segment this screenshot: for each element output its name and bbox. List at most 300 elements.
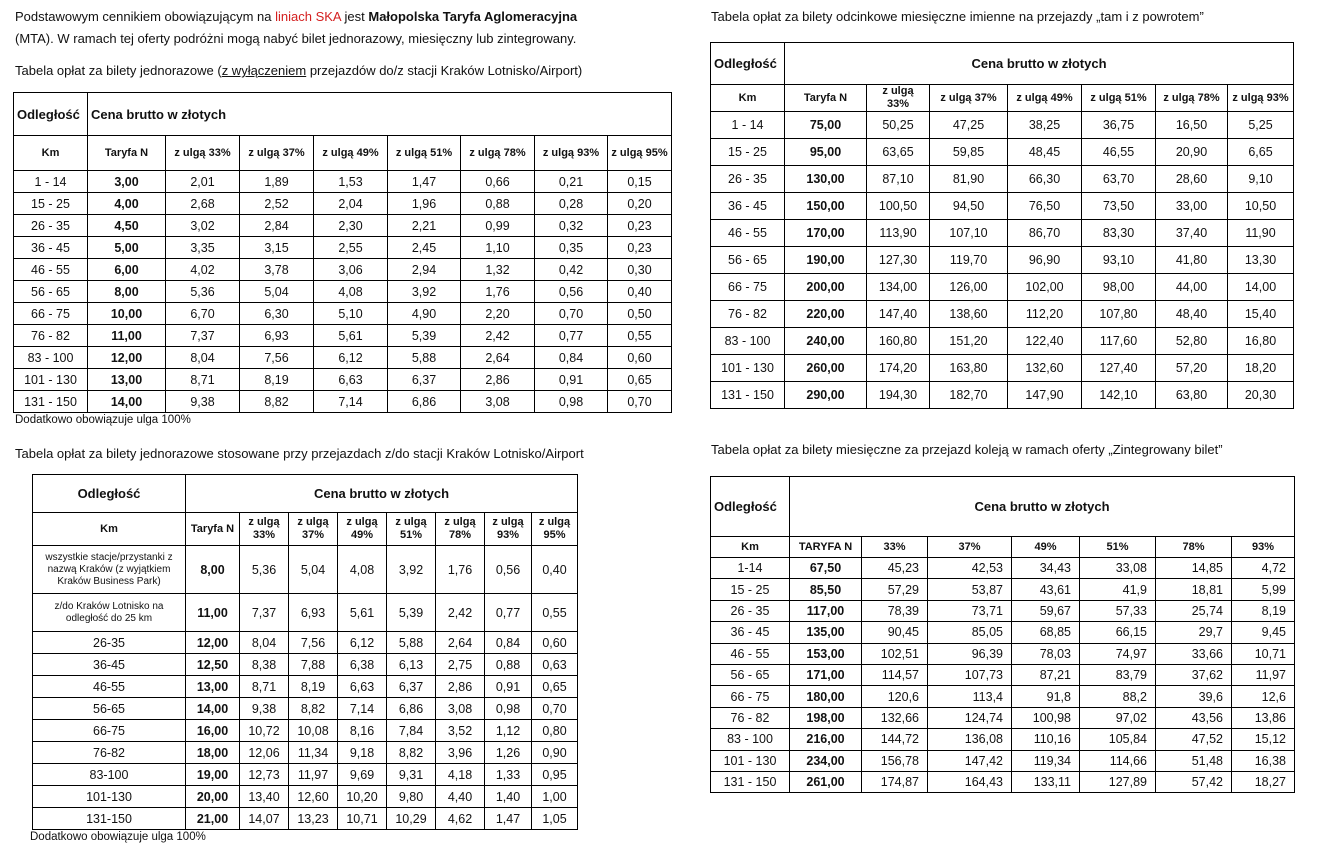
discount-price-cell: 120,6 bbox=[862, 686, 928, 707]
table-row bbox=[14, 259, 672, 281]
discount-price-cell: 2,04 bbox=[314, 193, 388, 215]
discount-price-cell: 39,6 bbox=[1156, 686, 1232, 707]
distance-cell: 46 - 55 bbox=[711, 643, 790, 664]
discount-price-cell: 46,55 bbox=[1082, 139, 1156, 166]
base-price-cell: 10,00 bbox=[88, 303, 166, 325]
discount-price-cell: 1,05 bbox=[532, 808, 578, 830]
table-row bbox=[711, 247, 1294, 274]
column-header: z ulgą 78% bbox=[1156, 85, 1228, 112]
discount-price-cell: 41,80 bbox=[1156, 247, 1228, 274]
column-header: z ulgą 51% bbox=[387, 513, 436, 546]
discount-price-cell: 97,02 bbox=[1080, 707, 1156, 728]
table-row bbox=[711, 193, 1294, 220]
column-header: Km bbox=[711, 85, 785, 112]
discount-price-cell: 163,80 bbox=[930, 355, 1008, 382]
distance-cell: 101 - 130 bbox=[14, 369, 88, 391]
discount-price-cell: 94,50 bbox=[930, 193, 1008, 220]
discount-price-cell: 126,00 bbox=[930, 274, 1008, 301]
header-distance: Odległość bbox=[14, 93, 88, 136]
discount-price-cell: 78,03 bbox=[1012, 643, 1080, 664]
discount-price-cell: 4,40 bbox=[436, 786, 485, 808]
column-header: 51% bbox=[1080, 537, 1156, 558]
discount-price-cell: 7,84 bbox=[387, 720, 436, 742]
base-price-cell: 75,00 bbox=[785, 112, 867, 139]
table-row bbox=[711, 686, 1295, 707]
discount-price-cell: 5,39 bbox=[387, 594, 436, 632]
discount-price-cell: 48,40 bbox=[1156, 301, 1228, 328]
discount-price-cell: 112,20 bbox=[1008, 301, 1082, 328]
column-header-row bbox=[711, 85, 1294, 112]
discount-price-cell: 182,70 bbox=[930, 382, 1008, 409]
discount-price-cell: 0,77 bbox=[535, 325, 608, 347]
column-header: 49% bbox=[1012, 537, 1080, 558]
base-price-cell: 170,00 bbox=[785, 220, 867, 247]
discount-price-cell: 124,74 bbox=[928, 707, 1012, 728]
distance-cell: 76 - 82 bbox=[14, 325, 88, 347]
table-row bbox=[711, 274, 1294, 301]
discount-price-cell: 5,04 bbox=[289, 546, 338, 594]
discount-price-cell: 2,45 bbox=[388, 237, 461, 259]
table3-container bbox=[710, 42, 1294, 409]
discount-price-cell: 142,10 bbox=[1082, 382, 1156, 409]
discount-price-cell: 0,23 bbox=[608, 215, 672, 237]
discount-price-cell: 85,05 bbox=[928, 622, 1012, 643]
discount-price-cell: 0,63 bbox=[532, 654, 578, 676]
discount-price-cell: 25,74 bbox=[1156, 600, 1232, 621]
discount-price-cell: 86,70 bbox=[1008, 220, 1082, 247]
discount-price-cell: 88,2 bbox=[1080, 686, 1156, 707]
distance-cell: 36 - 45 bbox=[711, 622, 790, 643]
base-price-cell: 19,00 bbox=[186, 764, 240, 786]
base-price-cell: 20,00 bbox=[186, 786, 240, 808]
discount-price-cell: 4,62 bbox=[436, 808, 485, 830]
base-price-cell: 190,00 bbox=[785, 247, 867, 274]
discount-price-cell: 73,71 bbox=[928, 600, 1012, 621]
header-distance: Odległość bbox=[33, 475, 186, 513]
discount-price-cell: 107,73 bbox=[928, 664, 1012, 685]
discount-price-cell: 5,88 bbox=[387, 632, 436, 654]
discount-price-cell: 1,00 bbox=[532, 786, 578, 808]
table-row bbox=[711, 600, 1295, 621]
discount-price-cell: 0,30 bbox=[608, 259, 672, 281]
table-row bbox=[711, 382, 1294, 409]
discount-price-cell: 2,55 bbox=[314, 237, 388, 259]
discount-price-cell: 0,77 bbox=[485, 594, 532, 632]
discount-price-cell: 110,16 bbox=[1012, 729, 1080, 750]
base-price-cell: 4,50 bbox=[88, 215, 166, 237]
discount-price-cell: 0,98 bbox=[535, 391, 608, 413]
discount-price-cell: 1,53 bbox=[314, 171, 388, 193]
distance-cell: 76-82 bbox=[33, 742, 186, 764]
discount-price-cell: 83,30 bbox=[1082, 220, 1156, 247]
column-header-row bbox=[711, 537, 1295, 558]
base-price-cell: 171,00 bbox=[790, 664, 862, 685]
table-row bbox=[14, 391, 672, 413]
discount-price-cell: 0,35 bbox=[535, 237, 608, 259]
distance-cell: 26 - 35 bbox=[14, 215, 88, 237]
distance-cell: 76 - 82 bbox=[711, 301, 785, 328]
column-header: z ulgą 51% bbox=[1082, 85, 1156, 112]
discount-price-cell: 0,91 bbox=[485, 676, 532, 698]
column-header: z ulgą 49% bbox=[1008, 85, 1082, 112]
discount-price-cell: 98,00 bbox=[1082, 274, 1156, 301]
discount-price-cell: 0,90 bbox=[532, 742, 578, 764]
distance-cell: 131 - 150 bbox=[711, 771, 790, 792]
discount-price-cell: 6,86 bbox=[387, 698, 436, 720]
discount-note: Dodatkowo obowiązuje ulga 100% bbox=[30, 831, 206, 843]
discount-price-cell: 8,82 bbox=[240, 391, 314, 413]
base-price-cell: 14,00 bbox=[88, 391, 166, 413]
discount-price-cell: 11,90 bbox=[1228, 220, 1294, 247]
discount-price-cell: 0,95 bbox=[532, 764, 578, 786]
header-price: Cena brutto w złotych bbox=[790, 477, 1295, 537]
discount-price-cell: 7,56 bbox=[240, 347, 314, 369]
discount-price-cell: 0,56 bbox=[535, 281, 608, 303]
discount-price-cell: 33,00 bbox=[1156, 193, 1228, 220]
discount-price-cell: 87,10 bbox=[867, 166, 930, 193]
discount-price-cell: 5,36 bbox=[240, 546, 289, 594]
single-ticket-table bbox=[13, 92, 672, 413]
distance-cell: 76 - 82 bbox=[711, 707, 790, 728]
discount-price-cell: 8,38 bbox=[240, 654, 289, 676]
discount-price-cell: 127,30 bbox=[867, 247, 930, 274]
base-price-cell: 16,00 bbox=[186, 720, 240, 742]
distance-cell: 56 - 65 bbox=[14, 281, 88, 303]
discount-price-cell: 11,34 bbox=[289, 742, 338, 764]
discount-price-cell: 7,14 bbox=[314, 391, 388, 413]
discount-price-cell: 2,86 bbox=[436, 676, 485, 698]
discount-price-cell: 73,50 bbox=[1082, 193, 1156, 220]
discount-price-cell: 174,87 bbox=[862, 771, 928, 792]
column-header: z ulgą 33% bbox=[240, 513, 289, 546]
base-price-cell: 5,00 bbox=[88, 237, 166, 259]
base-price-cell: 150,00 bbox=[785, 193, 867, 220]
discount-price-cell: 90,45 bbox=[862, 622, 928, 643]
discount-price-cell: 38,25 bbox=[1008, 112, 1082, 139]
discount-price-cell: 33,08 bbox=[1080, 558, 1156, 579]
distance-cell: 15 - 25 bbox=[711, 139, 785, 166]
header-price: Cena brutto w złotych bbox=[88, 93, 672, 136]
discount-price-cell: 2,68 bbox=[166, 193, 240, 215]
table-row bbox=[711, 112, 1294, 139]
discount-price-cell: 12,06 bbox=[240, 742, 289, 764]
discount-price-cell: 96,90 bbox=[1008, 247, 1082, 274]
base-price-cell: 4,00 bbox=[88, 193, 166, 215]
discount-price-cell: 48,45 bbox=[1008, 139, 1082, 166]
discount-price-cell: 14,07 bbox=[240, 808, 289, 830]
discount-price-cell: 5,39 bbox=[388, 325, 461, 347]
column-header: z ulgą 93% bbox=[485, 513, 532, 546]
discount-price-cell: 33,66 bbox=[1156, 643, 1232, 664]
discount-price-cell: 68,85 bbox=[1012, 622, 1080, 643]
column-header-row bbox=[14, 136, 672, 171]
distance-cell: 15 - 25 bbox=[711, 579, 790, 600]
discount-price-cell: 2,20 bbox=[461, 303, 535, 325]
discount-price-cell: 102,51 bbox=[862, 643, 928, 664]
discount-price-cell: 13,30 bbox=[1228, 247, 1294, 274]
discount-price-cell: 6,70 bbox=[166, 303, 240, 325]
discount-price-cell: 0,65 bbox=[608, 369, 672, 391]
column-header: z ulgą 49% bbox=[338, 513, 387, 546]
discount-price-cell: 0,70 bbox=[532, 698, 578, 720]
discount-price-cell: 2,64 bbox=[436, 632, 485, 654]
base-price-cell: 8,00 bbox=[88, 281, 166, 303]
base-price-cell: 8,00 bbox=[186, 546, 240, 594]
base-price-cell: 260,00 bbox=[785, 355, 867, 382]
discount-price-cell: 5,04 bbox=[240, 281, 314, 303]
discount-price-cell: 13,86 bbox=[1232, 707, 1295, 728]
discount-price-cell: 194,30 bbox=[867, 382, 930, 409]
discount-price-cell: 2,42 bbox=[461, 325, 535, 347]
discount-price-cell: 57,42 bbox=[1156, 771, 1232, 792]
discount-price-cell: 10,71 bbox=[1232, 643, 1295, 664]
discount-price-cell: 1,76 bbox=[461, 281, 535, 303]
discount-price-cell: 1,96 bbox=[388, 193, 461, 215]
column-header: 78% bbox=[1156, 537, 1232, 558]
distance-cell: 1 - 14 bbox=[14, 171, 88, 193]
column-header: z ulgą 78% bbox=[461, 136, 535, 171]
base-price-cell: 13,00 bbox=[88, 369, 166, 391]
distance-cell: 131-150 bbox=[33, 808, 186, 830]
distance-cell: 56 - 65 bbox=[711, 664, 790, 685]
discount-price-cell: 164,43 bbox=[928, 771, 1012, 792]
distance-cell: 26 - 35 bbox=[711, 166, 785, 193]
discount-price-cell: 107,80 bbox=[1082, 301, 1156, 328]
discount-price-cell: 8,04 bbox=[240, 632, 289, 654]
caption-part: przejazdów do/z stacji Kraków Lotnisko/Airport) bbox=[306, 63, 583, 78]
discount-price-cell: 12,60 bbox=[289, 786, 338, 808]
distance-cell: 101-130 bbox=[33, 786, 186, 808]
distance-cell: 83 - 100 bbox=[711, 328, 785, 355]
discount-price-cell: 8,71 bbox=[240, 676, 289, 698]
discount-price-cell: 136,08 bbox=[928, 729, 1012, 750]
column-header-row bbox=[33, 513, 578, 546]
column-header: Km bbox=[14, 136, 88, 171]
distance-cell: 56-65 bbox=[33, 698, 186, 720]
discount-price-cell: 1,76 bbox=[436, 546, 485, 594]
discount-price-cell: 2,84 bbox=[240, 215, 314, 237]
intro-text-part: Podstawowym cennikiem obowiązującym na bbox=[15, 9, 276, 24]
discount-price-cell: 156,78 bbox=[862, 750, 928, 771]
distance-cell: 15 - 25 bbox=[14, 193, 88, 215]
distance-cell: 36-45 bbox=[33, 654, 186, 676]
caption-underlined: z wyłączeniem bbox=[221, 63, 307, 78]
discount-price-cell: 4,08 bbox=[314, 281, 388, 303]
discount-price-cell: 9,18 bbox=[338, 742, 387, 764]
discount-price-cell: 1,10 bbox=[461, 237, 535, 259]
discount-price-cell: 2,42 bbox=[436, 594, 485, 632]
distance-cell: 66 - 75 bbox=[711, 686, 790, 707]
table1-container bbox=[13, 92, 672, 413]
discount-price-cell: 63,80 bbox=[1156, 382, 1228, 409]
integrated-ticket-table bbox=[710, 476, 1295, 793]
discount-price-cell: 0,40 bbox=[608, 281, 672, 303]
discount-price-cell: 51,48 bbox=[1156, 750, 1232, 771]
discount-price-cell: 100,98 bbox=[1012, 707, 1080, 728]
discount-price-cell: 74,97 bbox=[1080, 643, 1156, 664]
discount-price-cell: 37,62 bbox=[1156, 664, 1232, 685]
table-row bbox=[14, 281, 672, 303]
table4-container bbox=[710, 476, 1295, 793]
base-price-cell: 216,00 bbox=[790, 729, 862, 750]
table-row bbox=[33, 720, 578, 742]
base-price-cell: 180,00 bbox=[790, 686, 862, 707]
discount-price-cell: 1,32 bbox=[461, 259, 535, 281]
base-price-cell: 18,00 bbox=[186, 742, 240, 764]
discount-price-cell: 2,52 bbox=[240, 193, 314, 215]
discount-price-cell: 119,34 bbox=[1012, 750, 1080, 771]
discount-price-cell: 16,50 bbox=[1156, 112, 1228, 139]
discount-price-cell: 0,65 bbox=[532, 676, 578, 698]
table-row bbox=[711, 643, 1295, 664]
discount-price-cell: 8,82 bbox=[289, 698, 338, 720]
distance-cell: wszystkie stacje/przystanki z nazwą Kraków (z wyjątkiem Kraków Business Park) bbox=[33, 546, 186, 594]
table1-caption bbox=[15, 63, 582, 78]
discount-price-cell: 8,16 bbox=[338, 720, 387, 742]
discount-price-cell: 144,72 bbox=[862, 729, 928, 750]
distance-cell: 83 - 100 bbox=[711, 729, 790, 750]
column-header: 33% bbox=[862, 537, 928, 558]
discount-price-cell: 8,19 bbox=[240, 369, 314, 391]
distance-cell: 66-75 bbox=[33, 720, 186, 742]
discount-price-cell: 0,84 bbox=[485, 632, 532, 654]
discount-price-cell: 14,00 bbox=[1228, 274, 1294, 301]
ska-lines-link[interactable]: liniach SKA bbox=[275, 9, 341, 24]
discount-price-cell: 96,39 bbox=[928, 643, 1012, 664]
discount-price-cell: 12,6 bbox=[1232, 686, 1295, 707]
caption-text: Tabela opłat za bilety odcinkowe miesięczne imienne na przejazdy „tam i z powrotem” bbox=[711, 9, 1204, 24]
discount-price-cell: 10,29 bbox=[387, 808, 436, 830]
distance-cell: 66 - 75 bbox=[14, 303, 88, 325]
discount-price-cell: 2,21 bbox=[388, 215, 461, 237]
table2-note bbox=[30, 831, 206, 843]
discount-price-cell: 127,40 bbox=[1082, 355, 1156, 382]
table-row bbox=[711, 707, 1295, 728]
distance-cell: 131 - 150 bbox=[14, 391, 88, 413]
table-row bbox=[33, 676, 578, 698]
distance-cell: 36 - 45 bbox=[14, 237, 88, 259]
discount-price-cell: 20,30 bbox=[1228, 382, 1294, 409]
discount-price-cell: 87,21 bbox=[1012, 664, 1080, 685]
discount-price-cell: 0,84 bbox=[535, 347, 608, 369]
discount-price-cell: 2,30 bbox=[314, 215, 388, 237]
column-header: z ulgą 95% bbox=[608, 136, 672, 171]
base-price-cell: 11,00 bbox=[186, 594, 240, 632]
discount-price-cell: 105,84 bbox=[1080, 729, 1156, 750]
column-header: TARYFA N bbox=[790, 537, 862, 558]
distance-cell: 26-35 bbox=[33, 632, 186, 654]
column-header: Taryfa N bbox=[186, 513, 240, 546]
discount-price-cell: 43,56 bbox=[1156, 707, 1232, 728]
table-row bbox=[33, 698, 578, 720]
discount-price-cell: 9,45 bbox=[1232, 622, 1295, 643]
base-price-cell: 21,00 bbox=[186, 808, 240, 830]
discount-price-cell: 0,32 bbox=[535, 215, 608, 237]
base-price-cell: 12,50 bbox=[186, 654, 240, 676]
discount-price-cell: 57,20 bbox=[1156, 355, 1228, 382]
discount-price-cell: 16,38 bbox=[1232, 750, 1295, 771]
table-row bbox=[711, 220, 1294, 247]
discount-price-cell: 147,90 bbox=[1008, 382, 1082, 409]
discount-price-cell: 10,71 bbox=[338, 808, 387, 830]
table3-caption bbox=[711, 9, 1204, 24]
header-distance: Odległość bbox=[711, 477, 790, 537]
discount-price-cell: 0,66 bbox=[461, 171, 535, 193]
discount-price-cell: 66,15 bbox=[1080, 622, 1156, 643]
discount-price-cell: 52,80 bbox=[1156, 328, 1228, 355]
discount-price-cell: 8,82 bbox=[387, 742, 436, 764]
discount-price-cell: 15,40 bbox=[1228, 301, 1294, 328]
distance-cell: 66 - 75 bbox=[711, 274, 785, 301]
discount-price-cell: 2,86 bbox=[461, 369, 535, 391]
discount-price-cell: 6,86 bbox=[388, 391, 461, 413]
discount-price-cell: 2,01 bbox=[166, 171, 240, 193]
caption-text: Tabela opłat za bilety miesięczne za przejazd koleją w ramach oferty „Zintegrowany bilet” bbox=[711, 442, 1223, 457]
discount-price-cell: 0,55 bbox=[532, 594, 578, 632]
discount-price-cell: 3,06 bbox=[314, 259, 388, 281]
table-row bbox=[711, 328, 1294, 355]
discount-price-cell: 63,65 bbox=[867, 139, 930, 166]
column-header: 37% bbox=[928, 537, 1012, 558]
discount-price-cell: 45,23 bbox=[862, 558, 928, 579]
table-row bbox=[14, 303, 672, 325]
discount-price-cell: 7,37 bbox=[240, 594, 289, 632]
discount-price-cell: 132,60 bbox=[1008, 355, 1082, 382]
discount-price-cell: 6,93 bbox=[289, 594, 338, 632]
base-price-cell: 3,00 bbox=[88, 171, 166, 193]
discount-price-cell: 0,70 bbox=[608, 391, 672, 413]
discount-price-cell: 151,20 bbox=[930, 328, 1008, 355]
table2-caption bbox=[15, 446, 584, 461]
monthly-ticket-table bbox=[710, 42, 1294, 409]
table-row bbox=[14, 237, 672, 259]
base-price-cell: 153,00 bbox=[790, 643, 862, 664]
discount-price-cell: 10,20 bbox=[338, 786, 387, 808]
distance-cell: 26 - 35 bbox=[711, 600, 790, 621]
discount-price-cell: 0,40 bbox=[532, 546, 578, 594]
discount-price-cell: 0,15 bbox=[608, 171, 672, 193]
discount-price-cell: 11,97 bbox=[1232, 664, 1295, 685]
base-price-cell: 13,00 bbox=[186, 676, 240, 698]
discount-price-cell: 76,50 bbox=[1008, 193, 1082, 220]
discount-price-cell: 5,99 bbox=[1232, 579, 1295, 600]
table-row bbox=[33, 742, 578, 764]
discount-price-cell: 7,56 bbox=[289, 632, 338, 654]
discount-price-cell: 81,90 bbox=[930, 166, 1008, 193]
discount-price-cell: 2,94 bbox=[388, 259, 461, 281]
discount-price-cell: 34,43 bbox=[1012, 558, 1080, 579]
discount-price-cell: 6,63 bbox=[314, 369, 388, 391]
column-header: Km bbox=[711, 537, 790, 558]
base-price-cell: 198,00 bbox=[790, 707, 862, 728]
discount-price-cell: 15,12 bbox=[1232, 729, 1295, 750]
discount-price-cell: 18,27 bbox=[1232, 771, 1295, 792]
intro-paragraph bbox=[15, 6, 663, 50]
base-price-cell: 261,00 bbox=[790, 771, 862, 792]
base-price-cell: 85,50 bbox=[790, 579, 862, 600]
base-price-cell: 14,00 bbox=[186, 698, 240, 720]
discount-price-cell: 41,9 bbox=[1080, 579, 1156, 600]
table-row bbox=[14, 215, 672, 237]
discount-price-cell: 4,72 bbox=[1232, 558, 1295, 579]
discount-price-cell: 28,60 bbox=[1156, 166, 1228, 193]
discount-price-cell: 5,25 bbox=[1228, 112, 1294, 139]
discount-price-cell: 133,11 bbox=[1012, 771, 1080, 792]
distance-cell: z/do Kraków Lotnisko na odległość do 25 km bbox=[33, 594, 186, 632]
discount-price-cell: 114,66 bbox=[1080, 750, 1156, 771]
intro-text-part: jest bbox=[340, 9, 369, 24]
discount-price-cell: 7,88 bbox=[289, 654, 338, 676]
